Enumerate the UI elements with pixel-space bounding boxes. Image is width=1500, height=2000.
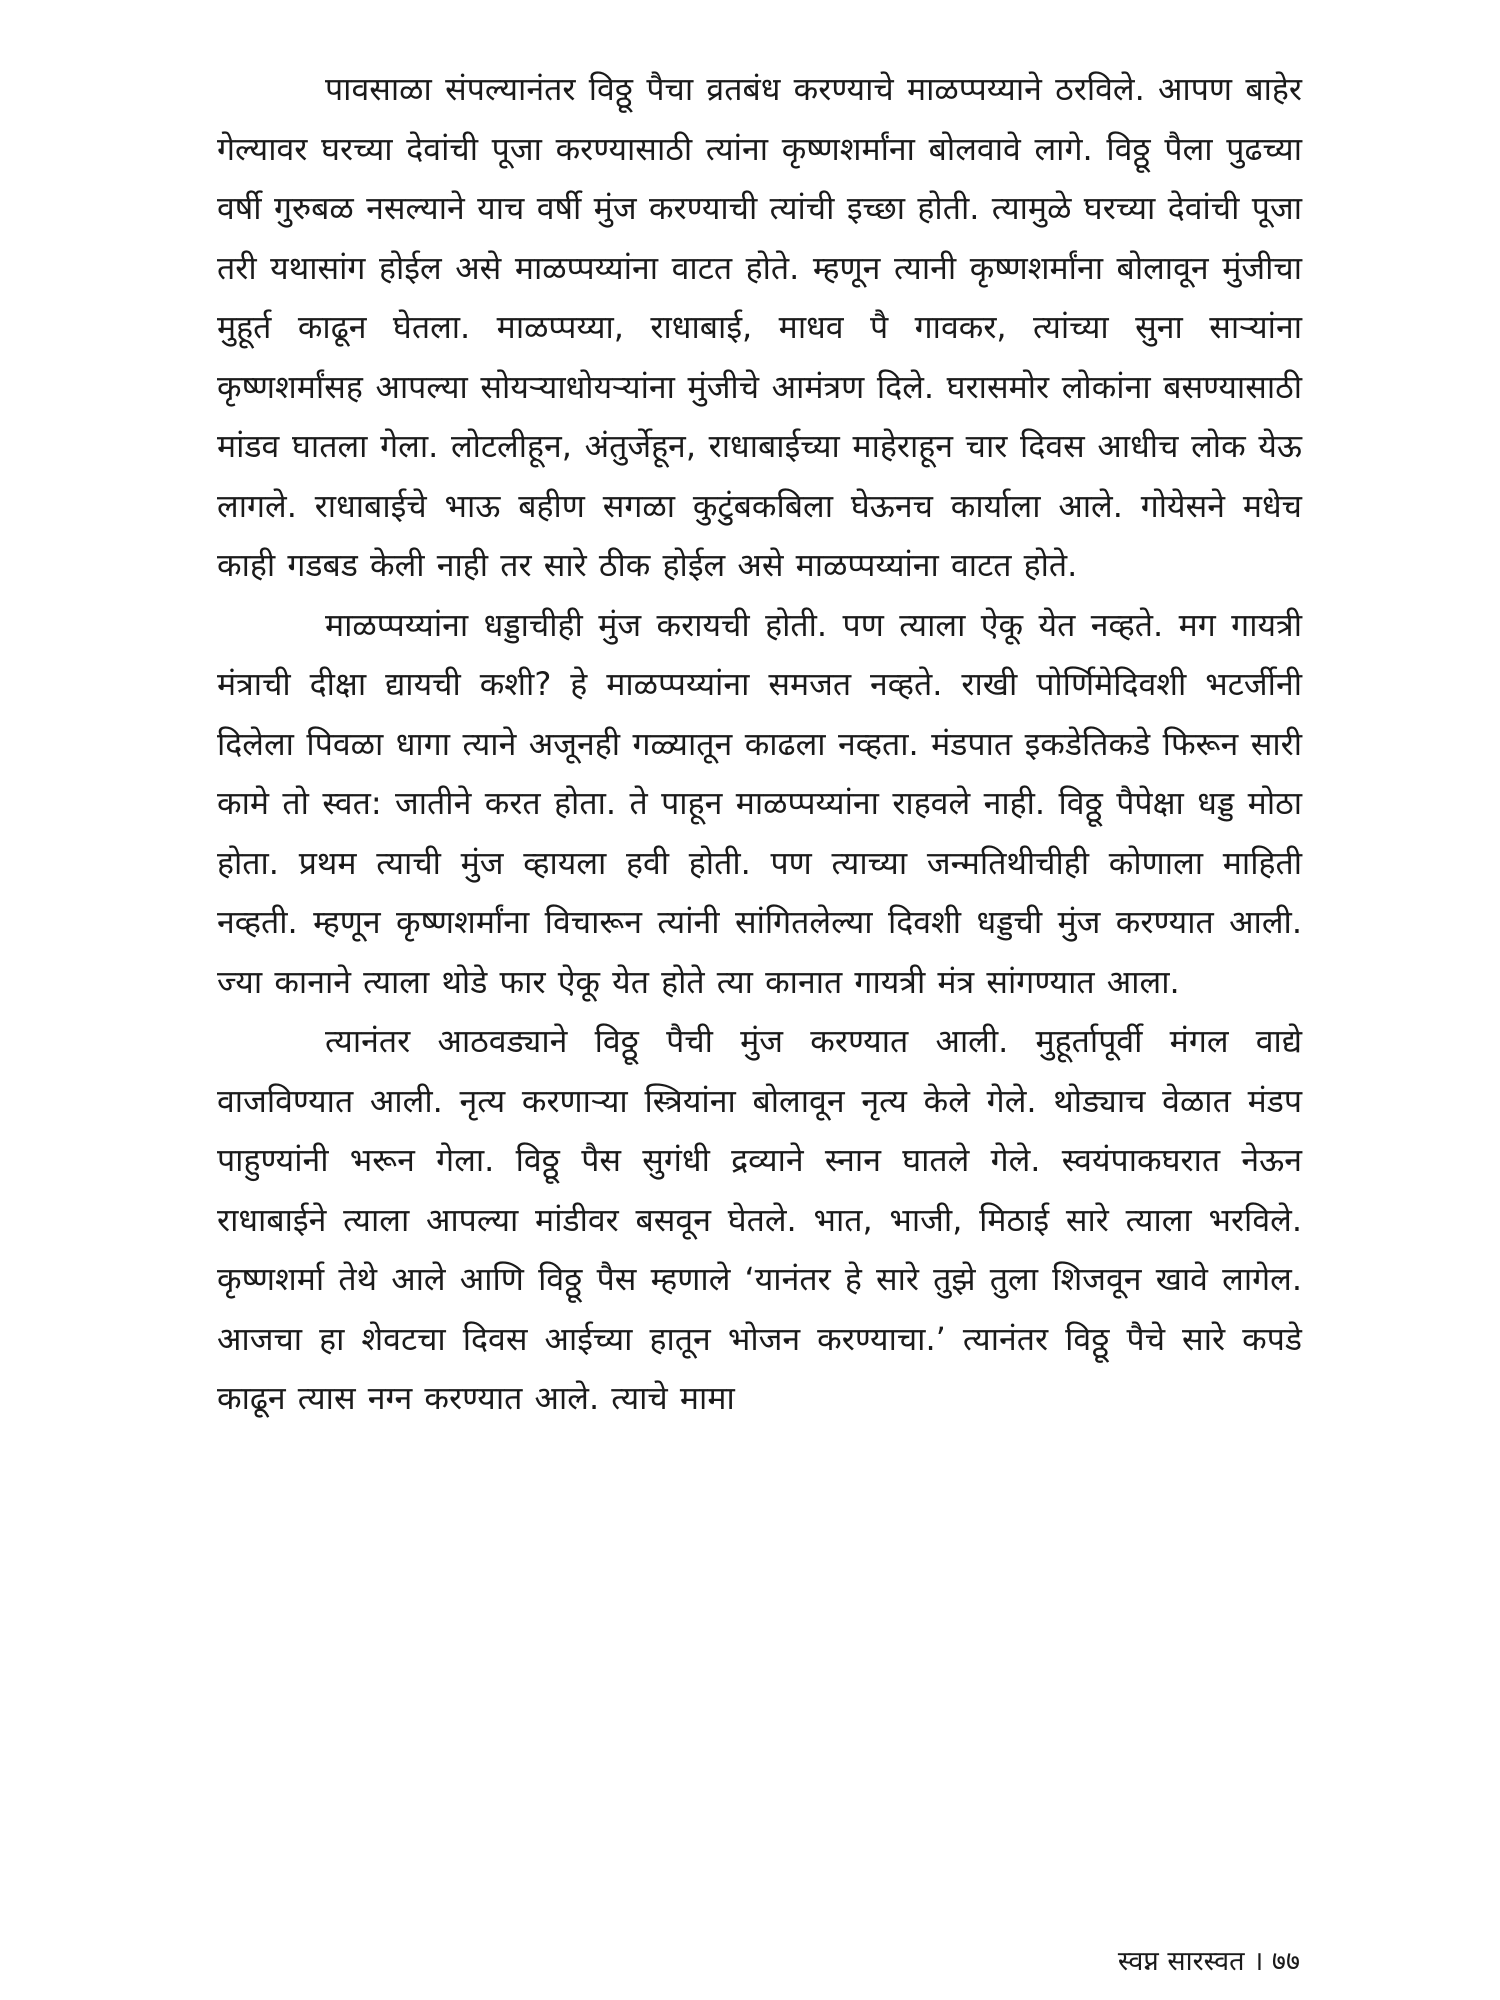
- page-footer: स्वप्न सारस्वत । ७७: [1117, 1946, 1300, 1977]
- body-text: [217, 60, 1302, 1429]
- paragraph-1: पावसाळा संपल्यानंतर विठ्ठू पैचा व्रतबंध करण्याचे माळप्पय्याने ठरविले. आपण बाहेर गेल्यावर घरच्या देवांची पूजा करण्यासाठी त्यांना कृष्णशर्मांना बोलवावे लागे. विठ्ठू पैला पुढच्या वर्षी गुरुबळ नसल्याने याच वर्षी मुंज करण्याची त्यांची इच्छा होती. त्यामुळे घरच्या देवांची पूजा तरी यथासांग होईल असे माळप्पय्यांना वाटत होते. म्हणून त्यानी कृष्णशर्मांना बोलावून मुंजीचा मुहूर्त काढून घेतला. माळप्पय्या, राधाबाई, माधव पै गावकर, त्यांच्या सुना साऱ्यांना कृष्णशर्मांसह आपल्या सोयऱ्याधोयऱ्यांना मुंजीचे आमंत्रण दिले. घरासमोर लोकांना बसण्यासाठी मांडव घातला गेला. लोटलीहून, अंतुर्जेहून, राधाबाईच्या माहेराहून चार दिवस आधीच लोक येऊ लागले. राधाबाईचे भाऊ बहीण सगळा कुटुंबकबिला घेऊनच कार्याला आले. गोयेसने मधेच काही गडबड केली नाही तर सारे ठीक होईल असे माळप्पय्यांना वाटत होते.: [217, 70, 1302, 584]
- paragraph-3: त्यानंतर आठवड्याने विठ्ठू पैची मुंज करण्यात आली. मुहूर्तापूर्वी मंगल वाद्ये वाजविण्यात आली. नृत्य करणाऱ्या स्त्रियांना बोलावून नृत्य केले गेले. थोड्याच वेळात मंडप पाहुण्यांनी भरून गेला. विठ्ठू पैस सुगंधी द्रव्याने स्नान घातले गेले. स्वयंपाकघरात नेऊन राधाबाईने त्याला आपल्या मांडीवर बसवून घेतले. भात, भाजी, मिठाई सारे त्याला भरविले. कृष्णशर्मा तेथे आले आणि विठ्ठू पैस म्हणाले ‘यानंतर हे सारे तुझे तुला शिजवून खावे लागेल. आजचा हा शेवटचा दिवस आईच्या हातून भोजन करण्याचा.’ त्यानंतर विठ्ठू पैचे सारे कपडे काढून त्यास नग्न करण्यात आले. त्याचे मामा: [217, 1022, 1302, 1417]
- paragraph-2: माळप्पय्यांना धड्डाचीही मुंज करायची होती. पण त्याला ऐकू येत नव्हते. मग गायत्री मंत्राची दीक्षा द्यायची कशी? हे माळप्पय्यांना समजत नव्हते. राखी पोर्णिमेदिवशी भटर्जीनी दिलेला पिवळा धागा त्याने अजूनही गळ्यातून काढला नव्हता. मंडपात इकडेतिकडे फिरून सारी कामे तो स्वत: जातीने करत होता. ते पाहून माळप्पय्यांना राहवले नाही. विठ्ठू पैपेक्षा धड्ड मोठा होता. प्रथम त्याची मुंज व्हायला हवी होती. पण त्याच्या जन्मतिथीचीही कोणाला माहिती नव्हती. म्हणून कृष्णशर्मांना विचारून त्यांनी सांगितलेल्या दिवशी धड्डची मुंज करण्यात आली. ज्या कानाने त्याला थोडे फार ऐकू येत होते त्या कानात गायत्री मंत्र सांगण्यात आला.: [217, 605, 1302, 1001]
